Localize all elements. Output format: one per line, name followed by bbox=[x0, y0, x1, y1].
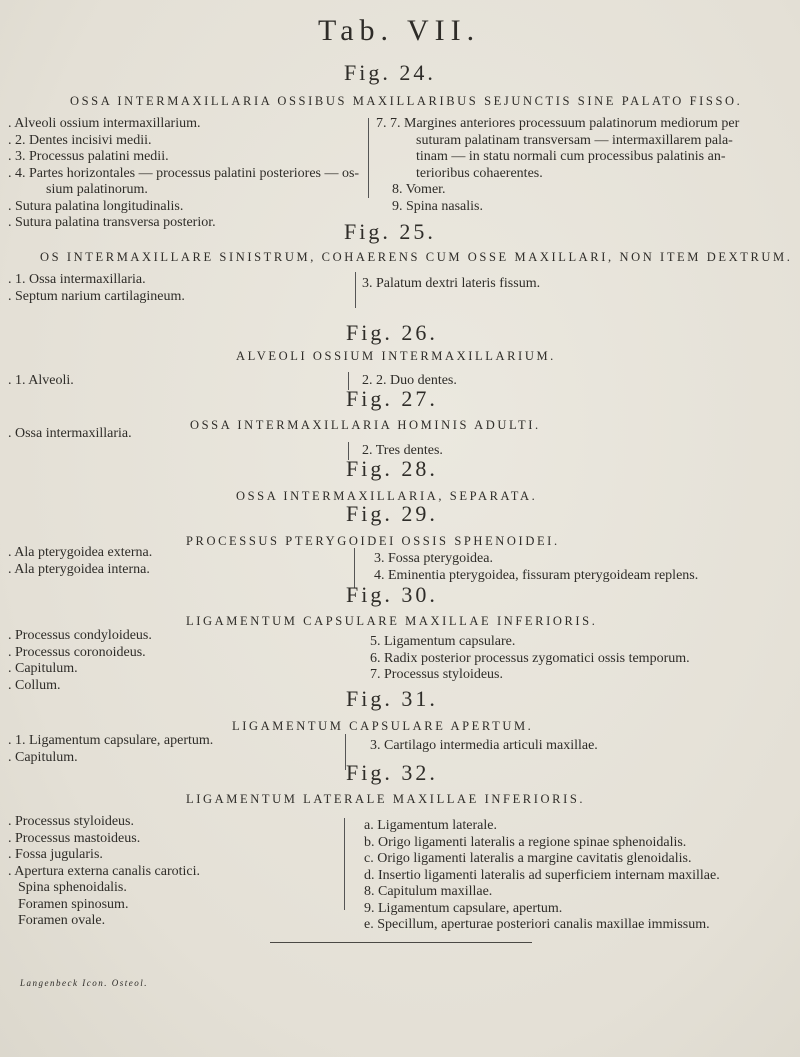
legend-entry: 8. Capitulum maxillae. bbox=[364, 884, 493, 899]
fig-24-right-legend bbox=[376, 116, 739, 215]
fig-24-left-legend bbox=[8, 116, 359, 232]
legend-entry: 2. 2. Duo dentes. bbox=[362, 373, 457, 388]
footer-imprint: Langenbeck Icon. Osteol. bbox=[20, 978, 148, 988]
legend-entry: . Capitulum. bbox=[8, 749, 78, 765]
legend-entry: 9. Ligamentum capsulare, apertum. bbox=[364, 900, 563, 916]
fig-26-left-legend bbox=[8, 373, 74, 390]
fig-32-caption: LIGAMENTUM LATERALE MAXILLAE INFERIORIS. bbox=[186, 792, 586, 806]
legend-entry: b. Origo ligamenti lateralis a regione spinae sphenoidalis. bbox=[364, 834, 687, 850]
plate-title: Tab. VII. bbox=[318, 14, 481, 47]
fig-28-caption: OSSA INTERMAXILLARIA, SEPARATA. bbox=[236, 489, 538, 503]
legend-entry: 9. Spina nasalis. bbox=[392, 198, 483, 214]
legend-entry: . Ala pterygoidea interna. bbox=[8, 561, 150, 577]
legend-entry: Foramen ovale. bbox=[18, 913, 106, 928]
legend-entry: Spina sphenoidalis. bbox=[18, 880, 127, 895]
column-divider bbox=[355, 272, 356, 308]
legend-entry: d. Insertio ligamenti lateralis ad superficiem internam maxillae. bbox=[364, 867, 720, 883]
fig-31-right-legend bbox=[370, 738, 598, 755]
legend-entry: 5. Ligamentum capsulare. bbox=[370, 634, 516, 649]
legend-entry: a. Ligamentum laterale. bbox=[364, 818, 497, 833]
legend-entry: . 1. Ligamentum capsulare, apertum. bbox=[8, 733, 214, 748]
legend-entry: . Collum. bbox=[8, 677, 61, 693]
column-divider bbox=[344, 818, 345, 910]
legend-entry: . 1. Ossa intermaxillaria. bbox=[8, 272, 146, 287]
legend-entry: . 1. Alveoli. bbox=[8, 373, 74, 388]
fig-29-left-legend bbox=[8, 545, 152, 578]
legend-entry: 2. Tres dentes. bbox=[362, 443, 443, 458]
legend-entry: 4. Eminentia pterygoidea, fissuram pterygoideam replens. bbox=[374, 567, 699, 583]
fig-26-label: Fig. 26. bbox=[346, 320, 438, 345]
legend-entry: . Processus condyloideus. bbox=[8, 628, 152, 643]
legend-entry: 3. Palatum dextri lateris fissum. bbox=[362, 276, 541, 291]
legend-entry: 6. Radix posterior processus zygomatici ossis temporum. bbox=[370, 650, 690, 666]
fig-27-left-legend bbox=[8, 426, 132, 443]
legend-entry: . Processus coronoideus. bbox=[8, 644, 146, 660]
legend-entry: . 3. Processus palatini medii. bbox=[8, 149, 169, 164]
fig-31-label: Fig. 31. bbox=[346, 686, 438, 711]
legend-entry: . Ossa intermaxillaria. bbox=[8, 426, 132, 441]
legend-entry: 7. 7. Margines anteriores processuum palatinorum mediorum per bbox=[376, 116, 740, 131]
legend-entry: Foramen spinosum. bbox=[18, 896, 129, 912]
legend-entry: e. Specillum, aperturae posteriori canalis maxillae immissum. bbox=[364, 917, 710, 932]
legend-entry: tinam — in statu normali cum processibus palatinis an- bbox=[416, 149, 726, 164]
legend-entry: . Sutura palatina transversa posterior. bbox=[8, 215, 216, 230]
fig-29-caption: PROCESSUS PTERYGOIDEI OSSIS SPHENOIDEI. bbox=[186, 534, 560, 548]
fig-29-label: Fig. 29. bbox=[346, 501, 438, 526]
fig-31-caption: LIGAMENTUM CAPSULARE APERTUM. bbox=[232, 719, 534, 733]
legend-entry: . Septum narium cartilagineum. bbox=[8, 288, 185, 304]
fig-32-right-legend bbox=[364, 818, 720, 934]
fig-30-caption: LIGAMENTUM CAPSULARE MAXILLAE INFERIORIS. bbox=[186, 614, 598, 628]
fig-24-caption: OSSA INTERMAXILLARIA OSSIBUS MAXILLARIBUS SEJUNCTIS SINE PALATO FISSO. bbox=[70, 94, 743, 108]
legend-entry: . 4. Partes horizontales — processus palatini posteriores — os- bbox=[8, 165, 360, 181]
closing-rule bbox=[270, 942, 532, 943]
legend-entry: . Sutura palatina longitudinalis. bbox=[8, 198, 184, 214]
fig-31-left-legend bbox=[8, 733, 213, 766]
legend-entry: . Ala pterygoidea externa. bbox=[8, 545, 153, 560]
legend-entry: terioribus cohaerentes. bbox=[416, 165, 543, 181]
fig-25-caption: OS INTERMAXILLARE SINISTRUM, COHAERENS CUM OSSE MAXILLARI, NON ITEM DEXTRUM. bbox=[40, 250, 793, 264]
fig-27-label: Fig. 27. bbox=[346, 386, 438, 411]
legend-entry: 3. Cartilago intermedia articuli maxillae. bbox=[370, 738, 598, 753]
fig-27-caption: OSSA INTERMAXILLARIA HOMINIS ADULTI. bbox=[190, 418, 541, 432]
fig-30-label: Fig. 30. bbox=[346, 582, 438, 607]
fig-26-caption: ALVEOLI OSSIUM INTERMAXILLARIUM. bbox=[236, 349, 556, 363]
legend-entry: 3. Fossa pterygoidea. bbox=[374, 551, 493, 566]
fig-25-label: Fig. 25. bbox=[344, 219, 436, 244]
fig-32-label: Fig. 32. bbox=[346, 760, 438, 785]
legend-entry: sium palatinorum. bbox=[46, 182, 148, 197]
fig-32-left-legend bbox=[8, 814, 200, 930]
legend-entry: . Processus mastoideus. bbox=[8, 830, 141, 846]
legend-entry: . Processus styloideus. bbox=[8, 814, 134, 829]
fig-28-label: Fig. 28. bbox=[346, 456, 438, 481]
legend-entry: suturam palatinam transversam — intermaxillarem pala- bbox=[416, 132, 733, 148]
legend-entry: . Apertura externa canalis carotici. bbox=[8, 863, 201, 879]
fig-30-left-legend bbox=[8, 628, 152, 694]
fig-25-left-legend bbox=[8, 272, 185, 305]
legend-entry: . 2. Dentes incisivi medii. bbox=[8, 132, 152, 148]
legend-entry: . Capitulum. bbox=[8, 661, 78, 676]
column-divider bbox=[368, 118, 369, 198]
legend-entry: 8. Vomer. bbox=[392, 182, 446, 197]
fig-25-right-legend bbox=[362, 276, 540, 293]
fig-24-label: Fig. 24. bbox=[344, 60, 436, 85]
legend-entry: . Alveoli ossium intermaxillarium. bbox=[8, 116, 201, 131]
fig-29-right-legend bbox=[374, 551, 698, 584]
legend-entry: . Fossa jugularis. bbox=[8, 847, 103, 862]
legend-entry: 7. Processus styloideus. bbox=[370, 667, 503, 682]
fig-30-right-legend bbox=[370, 634, 690, 684]
legend-entry: c. Origo ligamenti lateralis a margine cavitatis glenoidalis. bbox=[364, 851, 692, 866]
